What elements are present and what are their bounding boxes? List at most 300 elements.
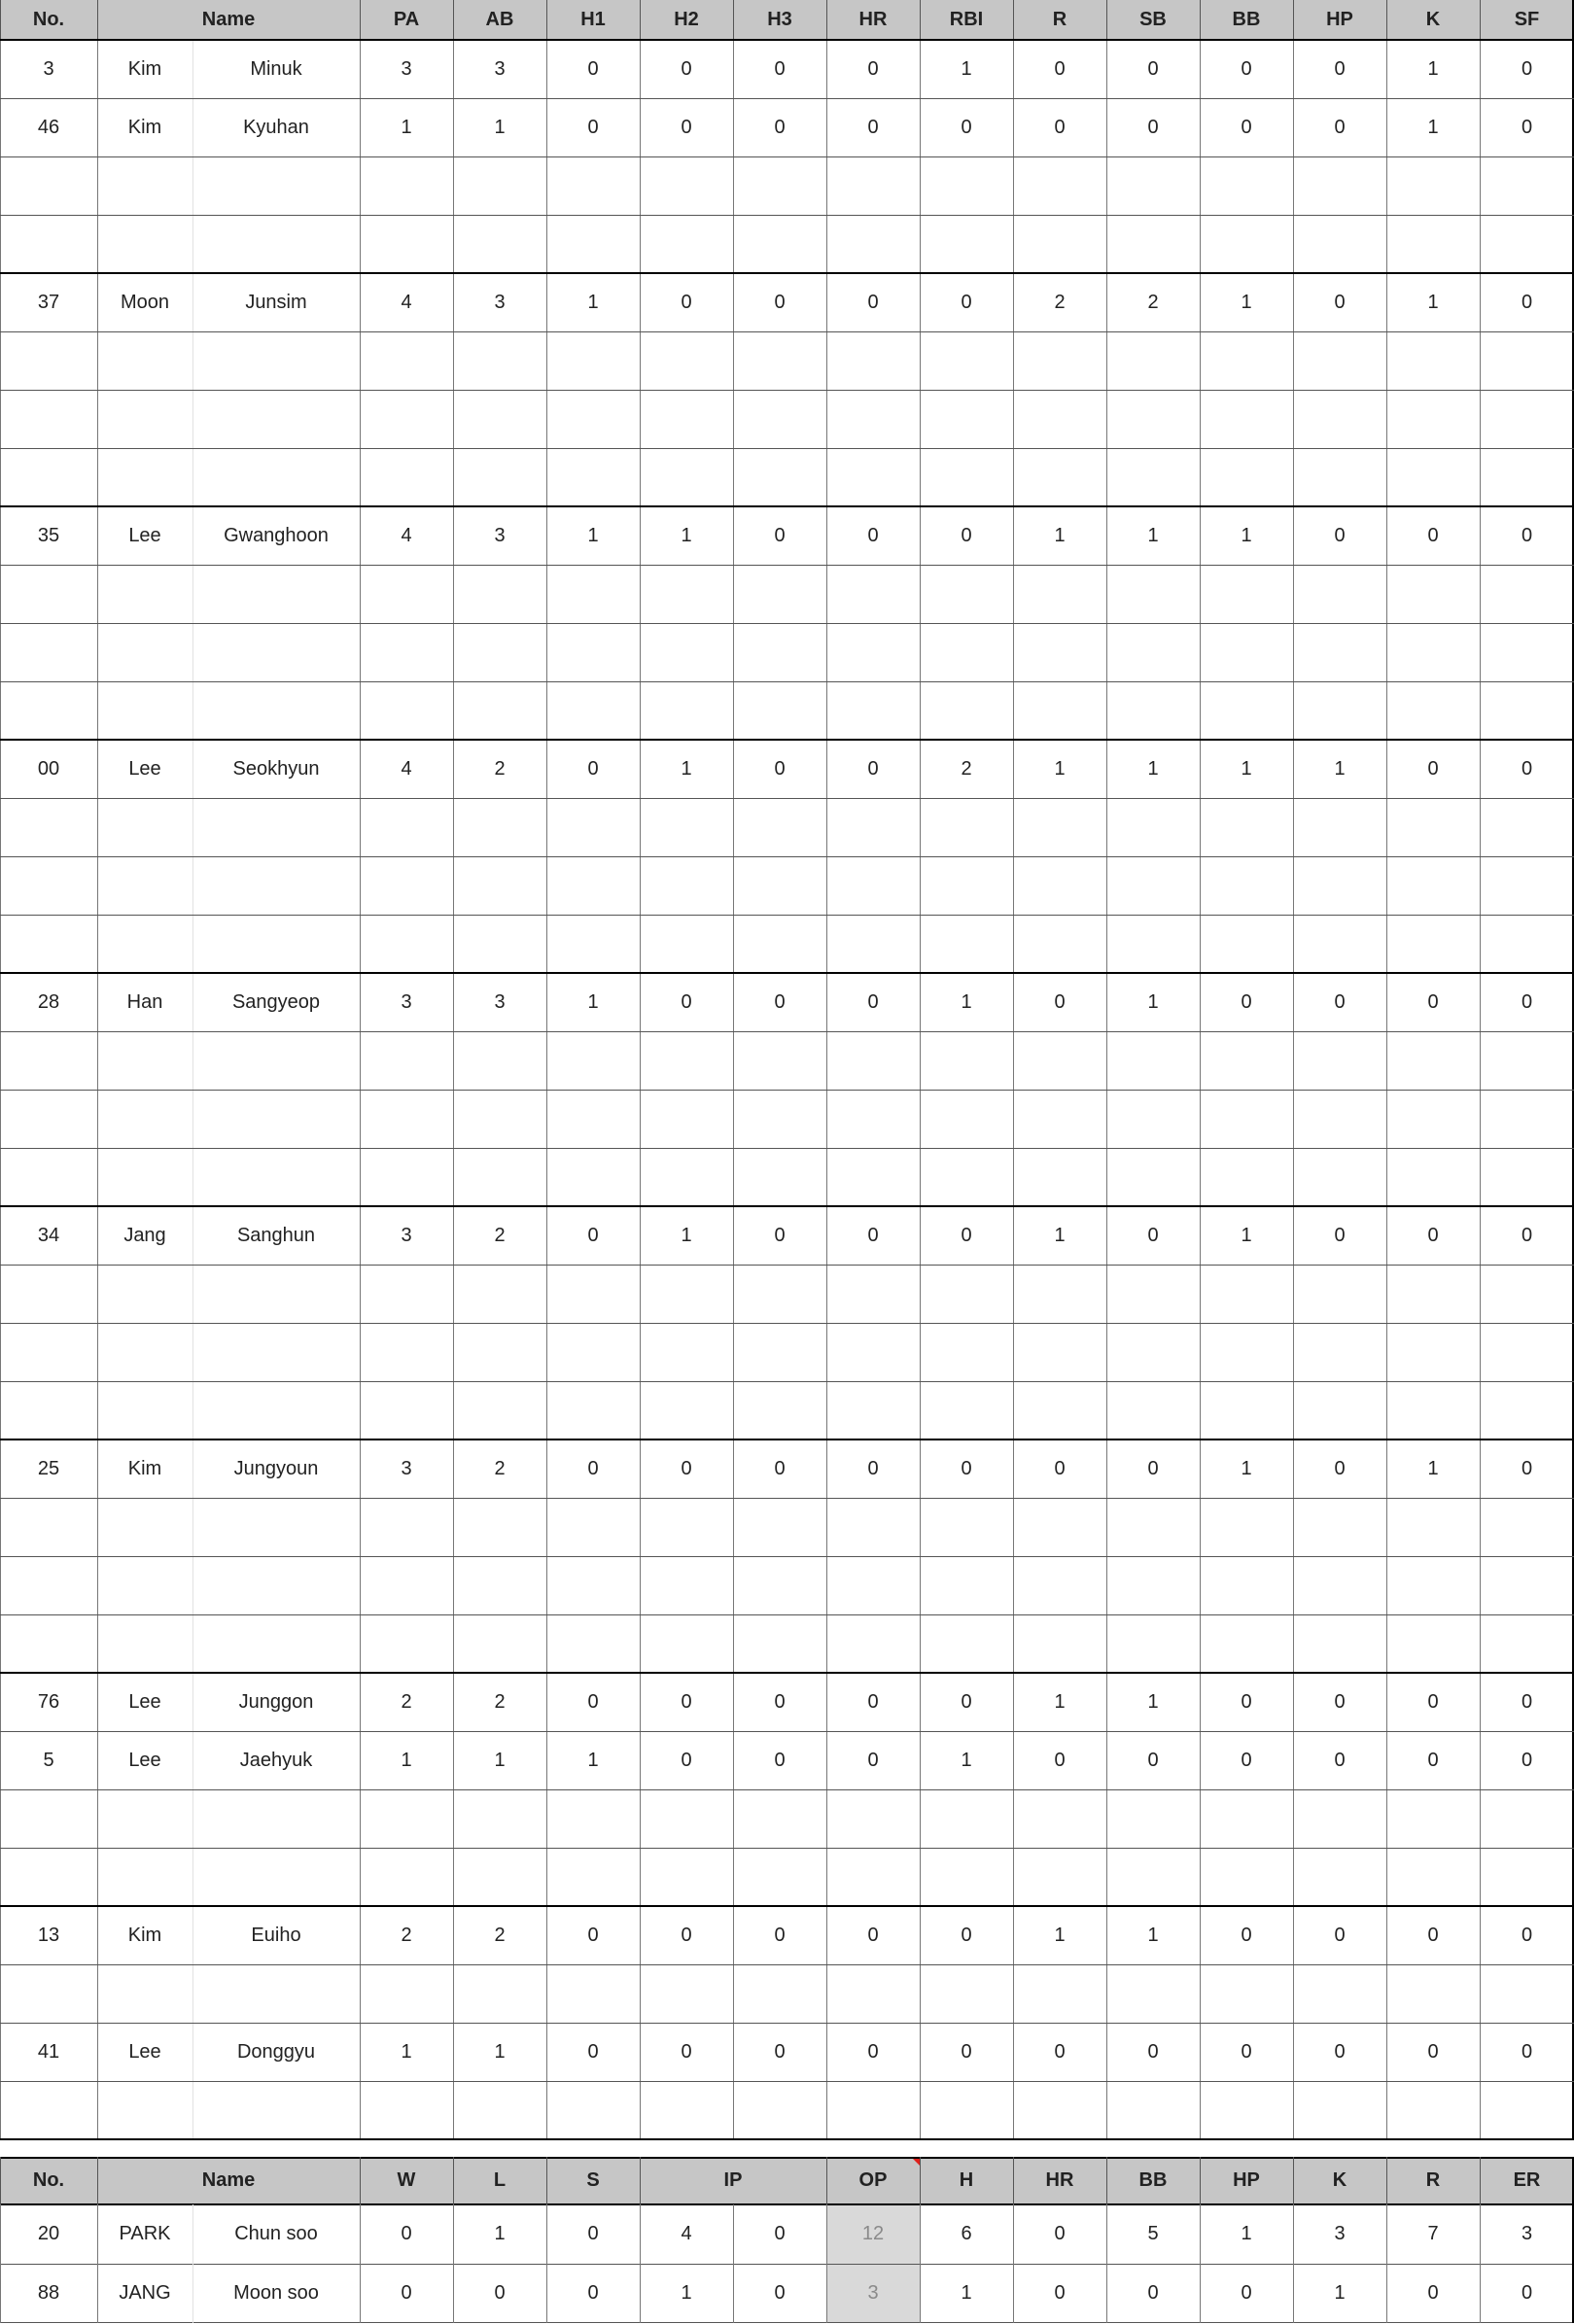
empty-cell[interactable] bbox=[826, 215, 920, 273]
batting-header-h1[interactable]: H1 bbox=[546, 0, 640, 40]
empty-cell[interactable] bbox=[97, 1148, 192, 1206]
empty-cell[interactable] bbox=[453, 1148, 546, 1206]
batting-cell-7-0-2[interactable]: Junggon bbox=[238, 1690, 314, 1713]
batting-cell-3-0-3[interactable]: 4 bbox=[401, 757, 412, 780]
empty-cell[interactable] bbox=[1293, 390, 1386, 448]
empty-cell[interactable] bbox=[1480, 1381, 1574, 1439]
batting-cell-7-1-8[interactable]: 0 bbox=[867, 1749, 879, 1771]
batting-cell-2-0-6[interactable]: 1 bbox=[681, 524, 692, 546]
empty-cell[interactable] bbox=[826, 1964, 920, 2023]
empty-cell[interactable] bbox=[192, 1323, 360, 1381]
batting-header-ab[interactable]: AB bbox=[453, 0, 546, 40]
empty-cell[interactable] bbox=[1013, 156, 1106, 215]
batting-cell-8-0-5[interactable]: 0 bbox=[587, 1924, 599, 1946]
empty-cell[interactable] bbox=[1293, 1789, 1386, 1848]
empty-cell[interactable] bbox=[1480, 1148, 1574, 1206]
batting-cell-5-0-2[interactable]: Sanghun bbox=[236, 1224, 316, 1246]
pitching-cell-1-14[interactable]: 0 bbox=[1427, 2282, 1439, 2304]
batting-cell-8-0-12[interactable]: 0 bbox=[1241, 1924, 1252, 1946]
batting-cell-7-0-8[interactable]: 0 bbox=[867, 1690, 879, 1713]
pitching-cell-0-0[interactable]: 20 bbox=[37, 2223, 60, 2244]
batting-cell-0-1-2[interactable]: Kyuhan bbox=[243, 116, 309, 138]
empty-cell[interactable] bbox=[1386, 448, 1480, 506]
empty-cell[interactable] bbox=[733, 215, 826, 273]
empty-cell[interactable] bbox=[920, 1090, 1013, 1148]
empty-cell[interactable] bbox=[453, 1323, 546, 1381]
empty-cell[interactable] bbox=[640, 1323, 733, 1381]
batting-cell-2-0-3[interactable]: 4 bbox=[401, 524, 412, 546]
batting-cell-8-0-1[interactable]: Kim bbox=[127, 1924, 162, 1946]
empty-cell[interactable] bbox=[97, 1323, 192, 1381]
empty-cell[interactable] bbox=[97, 2081, 192, 2139]
empty-cell[interactable] bbox=[97, 681, 192, 740]
batting-cell-7-0-10[interactable]: 1 bbox=[1054, 1690, 1066, 1713]
batting-cell-8-2-5[interactable]: 0 bbox=[587, 2040, 599, 2063]
empty-cell[interactable] bbox=[453, 390, 546, 448]
empty-cell[interactable] bbox=[920, 798, 1013, 856]
batting-cell-5-0-11[interactable]: 0 bbox=[1147, 1224, 1159, 1246]
batting-header-rbi[interactable]: RBI bbox=[920, 0, 1013, 40]
empty-cell[interactable] bbox=[826, 1789, 920, 1848]
empty-cell[interactable] bbox=[1386, 156, 1480, 215]
batting-cell-0-0-7[interactable]: 0 bbox=[774, 57, 786, 80]
batting-cell-7-1-7[interactable]: 0 bbox=[774, 1749, 786, 1771]
empty-cell[interactable] bbox=[453, 1614, 546, 1673]
pitching-cell-1-2[interactable]: Moon soo bbox=[233, 2282, 319, 2304]
batting-cell-3-0-4[interactable]: 2 bbox=[494, 757, 506, 780]
empty-cell[interactable] bbox=[733, 1031, 826, 1090]
batting-cell-1-0-11[interactable]: 2 bbox=[1147, 291, 1159, 313]
batting-cell-8-0-14[interactable]: 0 bbox=[1427, 1924, 1439, 1946]
empty-cell[interactable] bbox=[1013, 215, 1106, 273]
empty-cell[interactable] bbox=[1480, 915, 1574, 973]
batting-cell-8-0-0[interactable]: 13 bbox=[37, 1924, 60, 1946]
empty-cell[interactable] bbox=[0, 681, 97, 740]
empty-cell[interactable] bbox=[0, 2081, 97, 2139]
empty-cell[interactable] bbox=[546, 623, 640, 681]
empty-cell[interactable] bbox=[97, 1090, 192, 1148]
empty-cell[interactable] bbox=[640, 1265, 733, 1323]
batting-cell-1-0-12[interactable]: 1 bbox=[1241, 291, 1252, 313]
empty-cell[interactable] bbox=[1293, 448, 1386, 506]
empty-cell[interactable] bbox=[1013, 1964, 1106, 2023]
empty-cell[interactable] bbox=[1106, 448, 1200, 506]
empty-cell[interactable] bbox=[1293, 1031, 1386, 1090]
batting-header-hr[interactable]: HR bbox=[826, 0, 920, 40]
empty-cell[interactable] bbox=[1013, 681, 1106, 740]
batting-cell-7-0-11[interactable]: 1 bbox=[1147, 1690, 1159, 1713]
batting-cell-3-0-5[interactable]: 0 bbox=[587, 757, 599, 780]
empty-cell[interactable] bbox=[1200, 156, 1293, 215]
empty-cell[interactable] bbox=[1200, 390, 1293, 448]
empty-cell[interactable] bbox=[640, 1381, 733, 1439]
batting-cell-8-2-15[interactable]: 0 bbox=[1521, 2040, 1533, 2063]
empty-cell[interactable] bbox=[733, 448, 826, 506]
pitching-cell-1-8[interactable]: 3 bbox=[826, 2264, 920, 2323]
empty-cell[interactable] bbox=[920, 1556, 1013, 1614]
batting-cell-1-0-3[interactable]: 4 bbox=[401, 291, 412, 313]
batting-cell-8-0-9[interactable]: 0 bbox=[961, 1924, 972, 1946]
pitching-cell-1-7[interactable]: 0 bbox=[774, 2282, 786, 2304]
empty-cell[interactable] bbox=[1013, 1090, 1106, 1148]
empty-cell[interactable] bbox=[1106, 1498, 1200, 1556]
empty-cell[interactable] bbox=[546, 1848, 640, 1906]
empty-cell[interactable] bbox=[360, 1614, 453, 1673]
empty-cell[interactable] bbox=[733, 1265, 826, 1323]
empty-cell[interactable] bbox=[192, 156, 360, 215]
empty-cell[interactable] bbox=[1106, 1964, 1200, 2023]
batting-cell-8-2-7[interactable]: 0 bbox=[774, 2040, 786, 2063]
empty-cell[interactable] bbox=[1480, 681, 1574, 740]
empty-cell[interactable] bbox=[360, 331, 453, 390]
empty-cell[interactable] bbox=[1386, 1031, 1480, 1090]
empty-cell[interactable] bbox=[1293, 1381, 1386, 1439]
empty-cell[interactable] bbox=[97, 1031, 192, 1090]
empty-cell[interactable] bbox=[826, 448, 920, 506]
empty-cell[interactable] bbox=[1200, 915, 1293, 973]
batting-cell-7-0-0[interactable]: 76 bbox=[37, 1690, 60, 1713]
pitching-cell-1-15[interactable]: 0 bbox=[1521, 2282, 1533, 2304]
empty-cell[interactable] bbox=[733, 798, 826, 856]
empty-cell[interactable] bbox=[192, 798, 360, 856]
batting-cell-0-0-6[interactable]: 0 bbox=[681, 57, 692, 80]
empty-cell[interactable] bbox=[0, 215, 97, 273]
empty-cell[interactable] bbox=[453, 1090, 546, 1148]
batting-cell-0-1-6[interactable]: 0 bbox=[681, 116, 692, 138]
batting-cell-8-2-12[interactable]: 0 bbox=[1241, 2040, 1252, 2063]
empty-cell[interactable] bbox=[1386, 856, 1480, 915]
empty-cell[interactable] bbox=[826, 1498, 920, 1556]
batting-cell-4-0-7[interactable]: 0 bbox=[774, 990, 786, 1013]
empty-cell[interactable] bbox=[453, 1031, 546, 1090]
empty-cell[interactable] bbox=[1480, 1964, 1574, 2023]
empty-cell[interactable] bbox=[733, 1090, 826, 1148]
pitching-cell-0-12[interactable]: 1 bbox=[1241, 2223, 1252, 2244]
empty-cell[interactable] bbox=[1293, 156, 1386, 215]
batting-cell-4-0-3[interactable]: 3 bbox=[401, 990, 412, 1013]
empty-cell[interactable] bbox=[97, 156, 192, 215]
empty-cell[interactable] bbox=[1013, 565, 1106, 623]
empty-cell[interactable] bbox=[453, 681, 546, 740]
empty-cell[interactable] bbox=[826, 1381, 920, 1439]
empty-cell[interactable] bbox=[360, 565, 453, 623]
empty-cell[interactable] bbox=[360, 448, 453, 506]
batting-cell-3-0-2[interactable]: Seokhyun bbox=[232, 757, 320, 780]
empty-cell[interactable] bbox=[920, 1031, 1013, 1090]
empty-cell[interactable] bbox=[733, 681, 826, 740]
empty-cell[interactable] bbox=[1480, 1498, 1574, 1556]
pitching-cell-0-7[interactable]: 0 bbox=[774, 2223, 786, 2244]
pitching-cell-1-3[interactable]: 0 bbox=[401, 2282, 412, 2304]
empty-cell[interactable] bbox=[360, 215, 453, 273]
empty-cell[interactable] bbox=[1293, 1148, 1386, 1206]
empty-cell[interactable] bbox=[453, 156, 546, 215]
batting-cell-5-0-8[interactable]: 0 bbox=[867, 1224, 879, 1246]
batting-cell-6-0-8[interactable]: 0 bbox=[867, 1457, 879, 1479]
empty-cell[interactable] bbox=[0, 1556, 97, 1614]
empty-cell[interactable] bbox=[1386, 1148, 1480, 1206]
empty-cell[interactable] bbox=[360, 390, 453, 448]
empty-cell[interactable] bbox=[826, 1556, 920, 1614]
empty-cell[interactable] bbox=[192, 1090, 360, 1148]
batting-cell-4-0-15[interactable]: 0 bbox=[1521, 990, 1533, 1013]
empty-cell[interactable] bbox=[920, 448, 1013, 506]
batting-cell-0-1-14[interactable]: 1 bbox=[1427, 116, 1439, 138]
batting-cell-4-0-8[interactable]: 0 bbox=[867, 990, 879, 1013]
pitching-header-k[interactable]: K bbox=[1293, 2157, 1386, 2204]
empty-cell[interactable] bbox=[1013, 1556, 1106, 1614]
batting-cell-0-0-1[interactable]: Kim bbox=[127, 57, 162, 80]
batting-cell-7-0-1[interactable]: Lee bbox=[128, 1690, 161, 1713]
empty-cell[interactable] bbox=[1480, 1031, 1574, 1090]
pitching-header-ip[interactable]: IP bbox=[640, 2157, 826, 2204]
empty-cell[interactable] bbox=[360, 2081, 453, 2139]
batting-cell-0-0-15[interactable]: 0 bbox=[1521, 57, 1533, 80]
empty-cell[interactable] bbox=[920, 1381, 1013, 1439]
empty-cell[interactable] bbox=[0, 565, 97, 623]
empty-cell[interactable] bbox=[192, 1614, 360, 1673]
empty-cell[interactable] bbox=[1106, 1148, 1200, 1206]
empty-cell[interactable] bbox=[1106, 1848, 1200, 1906]
batting-cell-5-0-15[interactable]: 0 bbox=[1521, 1224, 1533, 1246]
empty-cell[interactable] bbox=[1480, 1556, 1574, 1614]
empty-cell[interactable] bbox=[546, 2081, 640, 2139]
empty-cell[interactable] bbox=[192, 448, 360, 506]
empty-cell[interactable] bbox=[360, 1323, 453, 1381]
batting-header-pa[interactable]: PA bbox=[360, 0, 453, 40]
pitching-cell-1-11[interactable]: 0 bbox=[1147, 2282, 1159, 2304]
empty-cell[interactable] bbox=[1200, 1031, 1293, 1090]
pitching-header-name[interactable]: Name bbox=[97, 2157, 360, 2204]
empty-cell[interactable] bbox=[0, 1381, 97, 1439]
batting-cell-8-2-2[interactable]: Donggyu bbox=[236, 2040, 316, 2063]
empty-cell[interactable] bbox=[733, 1848, 826, 1906]
batting-cell-2-0-0[interactable]: 35 bbox=[37, 524, 60, 546]
batting-cell-0-1-11[interactable]: 0 bbox=[1147, 116, 1159, 138]
empty-cell[interactable] bbox=[920, 1848, 1013, 1906]
empty-cell[interactable] bbox=[826, 1148, 920, 1206]
empty-cell[interactable] bbox=[1013, 915, 1106, 973]
empty-cell[interactable] bbox=[920, 331, 1013, 390]
comment-indicator-icon[interactable] bbox=[911, 2157, 920, 2166]
batting-cell-7-0-3[interactable]: 2 bbox=[401, 1690, 412, 1713]
empty-cell[interactable] bbox=[1386, 215, 1480, 273]
empty-cell[interactable] bbox=[733, 2081, 826, 2139]
pitching-cell-0-15[interactable]: 3 bbox=[1521, 2223, 1533, 2244]
empty-cell[interactable] bbox=[97, 1614, 192, 1673]
empty-cell[interactable] bbox=[1386, 1614, 1480, 1673]
empty-cell[interactable] bbox=[1293, 1614, 1386, 1673]
empty-cell[interactable] bbox=[733, 1789, 826, 1848]
pitching-cell-0-3[interactable]: 0 bbox=[401, 2223, 412, 2244]
batting-cell-4-0-1[interactable]: Han bbox=[126, 990, 163, 1013]
pitching-cell-0-14[interactable]: 7 bbox=[1427, 2223, 1439, 2244]
empty-cell[interactable] bbox=[826, 681, 920, 740]
batting-cell-7-1-1[interactable]: Lee bbox=[128, 1749, 161, 1771]
batting-cell-3-0-6[interactable]: 1 bbox=[681, 757, 692, 780]
batting-cell-4-0-0[interactable]: 28 bbox=[37, 990, 60, 1013]
empty-cell[interactable] bbox=[1386, 915, 1480, 973]
empty-cell[interactable] bbox=[1200, 798, 1293, 856]
batting-cell-6-0-7[interactable]: 0 bbox=[774, 1457, 786, 1479]
empty-cell[interactable] bbox=[1480, 798, 1574, 856]
empty-cell[interactable] bbox=[546, 681, 640, 740]
empty-cell[interactable] bbox=[640, 1498, 733, 1556]
empty-cell[interactable] bbox=[453, 331, 546, 390]
empty-cell[interactable] bbox=[360, 798, 453, 856]
batting-cell-7-1-12[interactable]: 0 bbox=[1241, 1749, 1252, 1771]
empty-cell[interactable] bbox=[640, 1148, 733, 1206]
empty-cell[interactable] bbox=[1386, 1789, 1480, 1848]
batting-cell-3-0-11[interactable]: 1 bbox=[1147, 757, 1159, 780]
empty-cell[interactable] bbox=[1200, 1556, 1293, 1614]
empty-cell[interactable] bbox=[546, 915, 640, 973]
empty-cell[interactable] bbox=[826, 1848, 920, 1906]
empty-cell[interactable] bbox=[360, 1789, 453, 1848]
empty-cell[interactable] bbox=[733, 856, 826, 915]
batting-cell-5-0-14[interactable]: 0 bbox=[1427, 1224, 1439, 1246]
batting-cell-8-0-8[interactable]: 0 bbox=[867, 1924, 879, 1946]
empty-cell[interactable] bbox=[826, 798, 920, 856]
empty-cell[interactable] bbox=[1386, 331, 1480, 390]
batting-cell-8-2-14[interactable]: 0 bbox=[1427, 2040, 1439, 2063]
empty-cell[interactable] bbox=[360, 915, 453, 973]
empty-cell[interactable] bbox=[192, 565, 360, 623]
batting-cell-4-0-5[interactable]: 1 bbox=[587, 990, 599, 1013]
batting-cell-7-1-9[interactable]: 1 bbox=[961, 1749, 972, 1771]
batting-cell-0-1-4[interactable]: 1 bbox=[494, 116, 506, 138]
empty-cell[interactable] bbox=[920, 1148, 1013, 1206]
empty-cell[interactable] bbox=[1013, 1323, 1106, 1381]
batting-cell-8-2-8[interactable]: 0 bbox=[867, 2040, 879, 2063]
empty-cell[interactable] bbox=[546, 1964, 640, 2023]
batting-header-name[interactable]: Name bbox=[97, 0, 360, 40]
empty-cell[interactable] bbox=[192, 215, 360, 273]
empty-cell[interactable] bbox=[1386, 681, 1480, 740]
batting-cell-0-1-0[interactable]: 46 bbox=[37, 116, 60, 138]
empty-cell[interactable] bbox=[733, 1323, 826, 1381]
batting-cell-2-0-4[interactable]: 3 bbox=[494, 524, 506, 546]
batting-cell-5-0-4[interactable]: 2 bbox=[494, 1224, 506, 1246]
batting-cell-8-2-11[interactable]: 0 bbox=[1147, 2040, 1159, 2063]
batting-cell-8-0-13[interactable]: 0 bbox=[1334, 1924, 1346, 1946]
empty-cell[interactable] bbox=[453, 1498, 546, 1556]
empty-cell[interactable] bbox=[640, 1614, 733, 1673]
batting-cell-2-0-14[interactable]: 0 bbox=[1427, 524, 1439, 546]
empty-cell[interactable] bbox=[826, 565, 920, 623]
empty-cell[interactable] bbox=[546, 1031, 640, 1090]
pitching-cell-1-10[interactable]: 0 bbox=[1054, 2282, 1066, 2304]
batting-cell-1-0-1[interactable]: Moon bbox=[120, 291, 170, 313]
empty-cell[interactable] bbox=[920, 856, 1013, 915]
empty-cell[interactable] bbox=[1013, 1848, 1106, 1906]
pitching-cell-0-4[interactable]: 1 bbox=[494, 2223, 506, 2244]
empty-cell[interactable] bbox=[453, 798, 546, 856]
empty-cell[interactable] bbox=[1106, 856, 1200, 915]
empty-cell[interactable] bbox=[1013, 1031, 1106, 1090]
empty-cell[interactable] bbox=[97, 798, 192, 856]
empty-cell[interactable] bbox=[826, 623, 920, 681]
empty-cell[interactable] bbox=[360, 1964, 453, 2023]
batting-cell-5-0-6[interactable]: 1 bbox=[681, 1224, 692, 1246]
empty-cell[interactable] bbox=[192, 1265, 360, 1323]
batting-cell-2-0-8[interactable]: 0 bbox=[867, 524, 879, 546]
empty-cell[interactable] bbox=[640, 798, 733, 856]
batting-cell-7-1-13[interactable]: 0 bbox=[1334, 1749, 1346, 1771]
empty-cell[interactable] bbox=[1013, 1265, 1106, 1323]
batting-cell-7-1-0[interactable]: 5 bbox=[43, 1749, 54, 1771]
empty-cell[interactable] bbox=[1106, 915, 1200, 973]
empty-cell[interactable] bbox=[1013, 1381, 1106, 1439]
empty-cell[interactable] bbox=[0, 1964, 97, 2023]
empty-cell[interactable] bbox=[1106, 1556, 1200, 1614]
empty-cell[interactable] bbox=[1200, 2081, 1293, 2139]
batting-cell-3-0-10[interactable]: 1 bbox=[1054, 757, 1066, 780]
empty-cell[interactable] bbox=[1200, 215, 1293, 273]
pitching-header-hr[interactable]: HR bbox=[1013, 2157, 1106, 2204]
batting-header-h2[interactable]: H2 bbox=[640, 0, 733, 40]
empty-cell[interactable] bbox=[640, 1031, 733, 1090]
batting-cell-6-0-1[interactable]: Kim bbox=[127, 1457, 162, 1479]
empty-cell[interactable] bbox=[920, 2081, 1013, 2139]
empty-cell[interactable] bbox=[1013, 798, 1106, 856]
empty-cell[interactable] bbox=[453, 1964, 546, 2023]
empty-cell[interactable] bbox=[1386, 798, 1480, 856]
pitching-cell-0-2[interactable]: Chun soo bbox=[234, 2223, 318, 2244]
empty-cell[interactable] bbox=[1200, 1789, 1293, 1848]
batting-cell-1-0-4[interactable]: 3 bbox=[494, 291, 506, 313]
empty-cell[interactable] bbox=[0, 156, 97, 215]
empty-cell[interactable] bbox=[1386, 1848, 1480, 1906]
empty-cell[interactable] bbox=[360, 1265, 453, 1323]
batting-cell-4-0-10[interactable]: 0 bbox=[1054, 990, 1066, 1013]
empty-cell[interactable] bbox=[640, 623, 733, 681]
pitching-cell-1-5[interactable]: 0 bbox=[587, 2282, 599, 2304]
empty-cell[interactable] bbox=[0, 448, 97, 506]
empty-cell[interactable] bbox=[1480, 1090, 1574, 1148]
empty-cell[interactable] bbox=[360, 623, 453, 681]
batting-cell-6-0-4[interactable]: 2 bbox=[494, 1457, 506, 1479]
empty-cell[interactable] bbox=[97, 623, 192, 681]
empty-cell[interactable] bbox=[1386, 565, 1480, 623]
empty-cell[interactable] bbox=[453, 1381, 546, 1439]
batting-cell-7-0-14[interactable]: 0 bbox=[1427, 1690, 1439, 1713]
empty-cell[interactable] bbox=[1386, 1556, 1480, 1614]
batting-cell-1-0-14[interactable]: 1 bbox=[1427, 291, 1439, 313]
empty-cell[interactable] bbox=[192, 915, 360, 973]
empty-cell[interactable] bbox=[0, 390, 97, 448]
batting-cell-6-0-9[interactable]: 0 bbox=[961, 1457, 972, 1479]
empty-cell[interactable] bbox=[1480, 1614, 1574, 1673]
empty-cell[interactable] bbox=[640, 1090, 733, 1148]
empty-cell[interactable] bbox=[546, 1789, 640, 1848]
empty-cell[interactable] bbox=[1480, 2081, 1574, 2139]
empty-cell[interactable] bbox=[1200, 1090, 1293, 1148]
empty-cell[interactable] bbox=[1013, 390, 1106, 448]
empty-cell[interactable] bbox=[1293, 915, 1386, 973]
empty-cell[interactable] bbox=[192, 856, 360, 915]
empty-cell[interactable] bbox=[1293, 1090, 1386, 1148]
empty-cell[interactable] bbox=[97, 1498, 192, 1556]
batting-cell-0-0-2[interactable]: Minuk bbox=[250, 57, 302, 80]
pitching-cell-0-1[interactable]: PARK bbox=[119, 2223, 171, 2244]
empty-cell[interactable] bbox=[1200, 1381, 1293, 1439]
empty-cell[interactable] bbox=[192, 1964, 360, 2023]
batting-cell-8-0-6[interactable]: 0 bbox=[681, 1924, 692, 1946]
batting-cell-2-0-11[interactable]: 1 bbox=[1147, 524, 1159, 546]
batting-cell-2-0-15[interactable]: 0 bbox=[1521, 524, 1533, 546]
empty-cell[interactable] bbox=[1386, 390, 1480, 448]
